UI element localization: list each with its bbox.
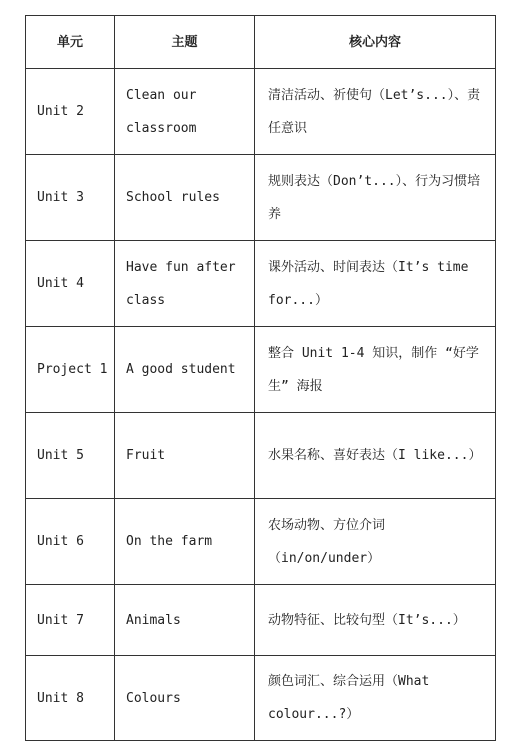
unit-cell: Project 1 [26,327,115,413]
curriculum-table [25,15,496,741]
table-row [26,585,496,656]
content-cell: 清洁活动、祈使句（Let’s...）、责任意识 [255,69,496,155]
topic-cell: School rules [115,155,255,241]
content-cell: 规则表达（Don’t...）、行为习惯培养 [255,155,496,241]
table-row [26,69,496,155]
table-header-row [26,16,496,69]
header-topic: 主题 [115,16,255,69]
content-cell: 课外活动、时间表达（It’s time for...） [255,241,496,327]
content-cell: 水果名称、喜好表达（I like...） [255,413,496,499]
topic-cell: On the farm [115,499,255,585]
content-cell: 农场动物、方位介词（in/on/under） [255,499,496,585]
unit-cell: Unit 2 [26,69,115,155]
topic-cell: Clean our classroom [115,69,255,155]
unit-cell: Unit 8 [26,656,115,741]
table-row [26,155,496,241]
table-row [26,241,496,327]
header-content: 核心内容 [255,16,496,69]
table-row [26,656,496,741]
unit-cell: Unit 4 [26,241,115,327]
content-cell: 整合 Unit 1-4 知识，制作 “好学生” 海报 [255,327,496,413]
content-cell: 动物特征、比较句型（It’s...） [255,585,496,656]
unit-cell: Unit 3 [26,155,115,241]
topic-cell: Have fun after class [115,241,255,327]
table-row [26,413,496,499]
topic-cell: Fruit [115,413,255,499]
unit-cell: Unit 5 [26,413,115,499]
table-row [26,499,496,585]
topic-cell: Colours [115,656,255,741]
header-unit: 单元 [26,16,115,69]
unit-cell: Unit 7 [26,585,115,656]
unit-cell: Unit 6 [26,499,115,585]
content-cell: 颜色词汇、综合运用（What colour...?） [255,656,496,741]
topic-cell: A good student [115,327,255,413]
table-row [26,327,496,413]
topic-cell: Animals [115,585,255,656]
